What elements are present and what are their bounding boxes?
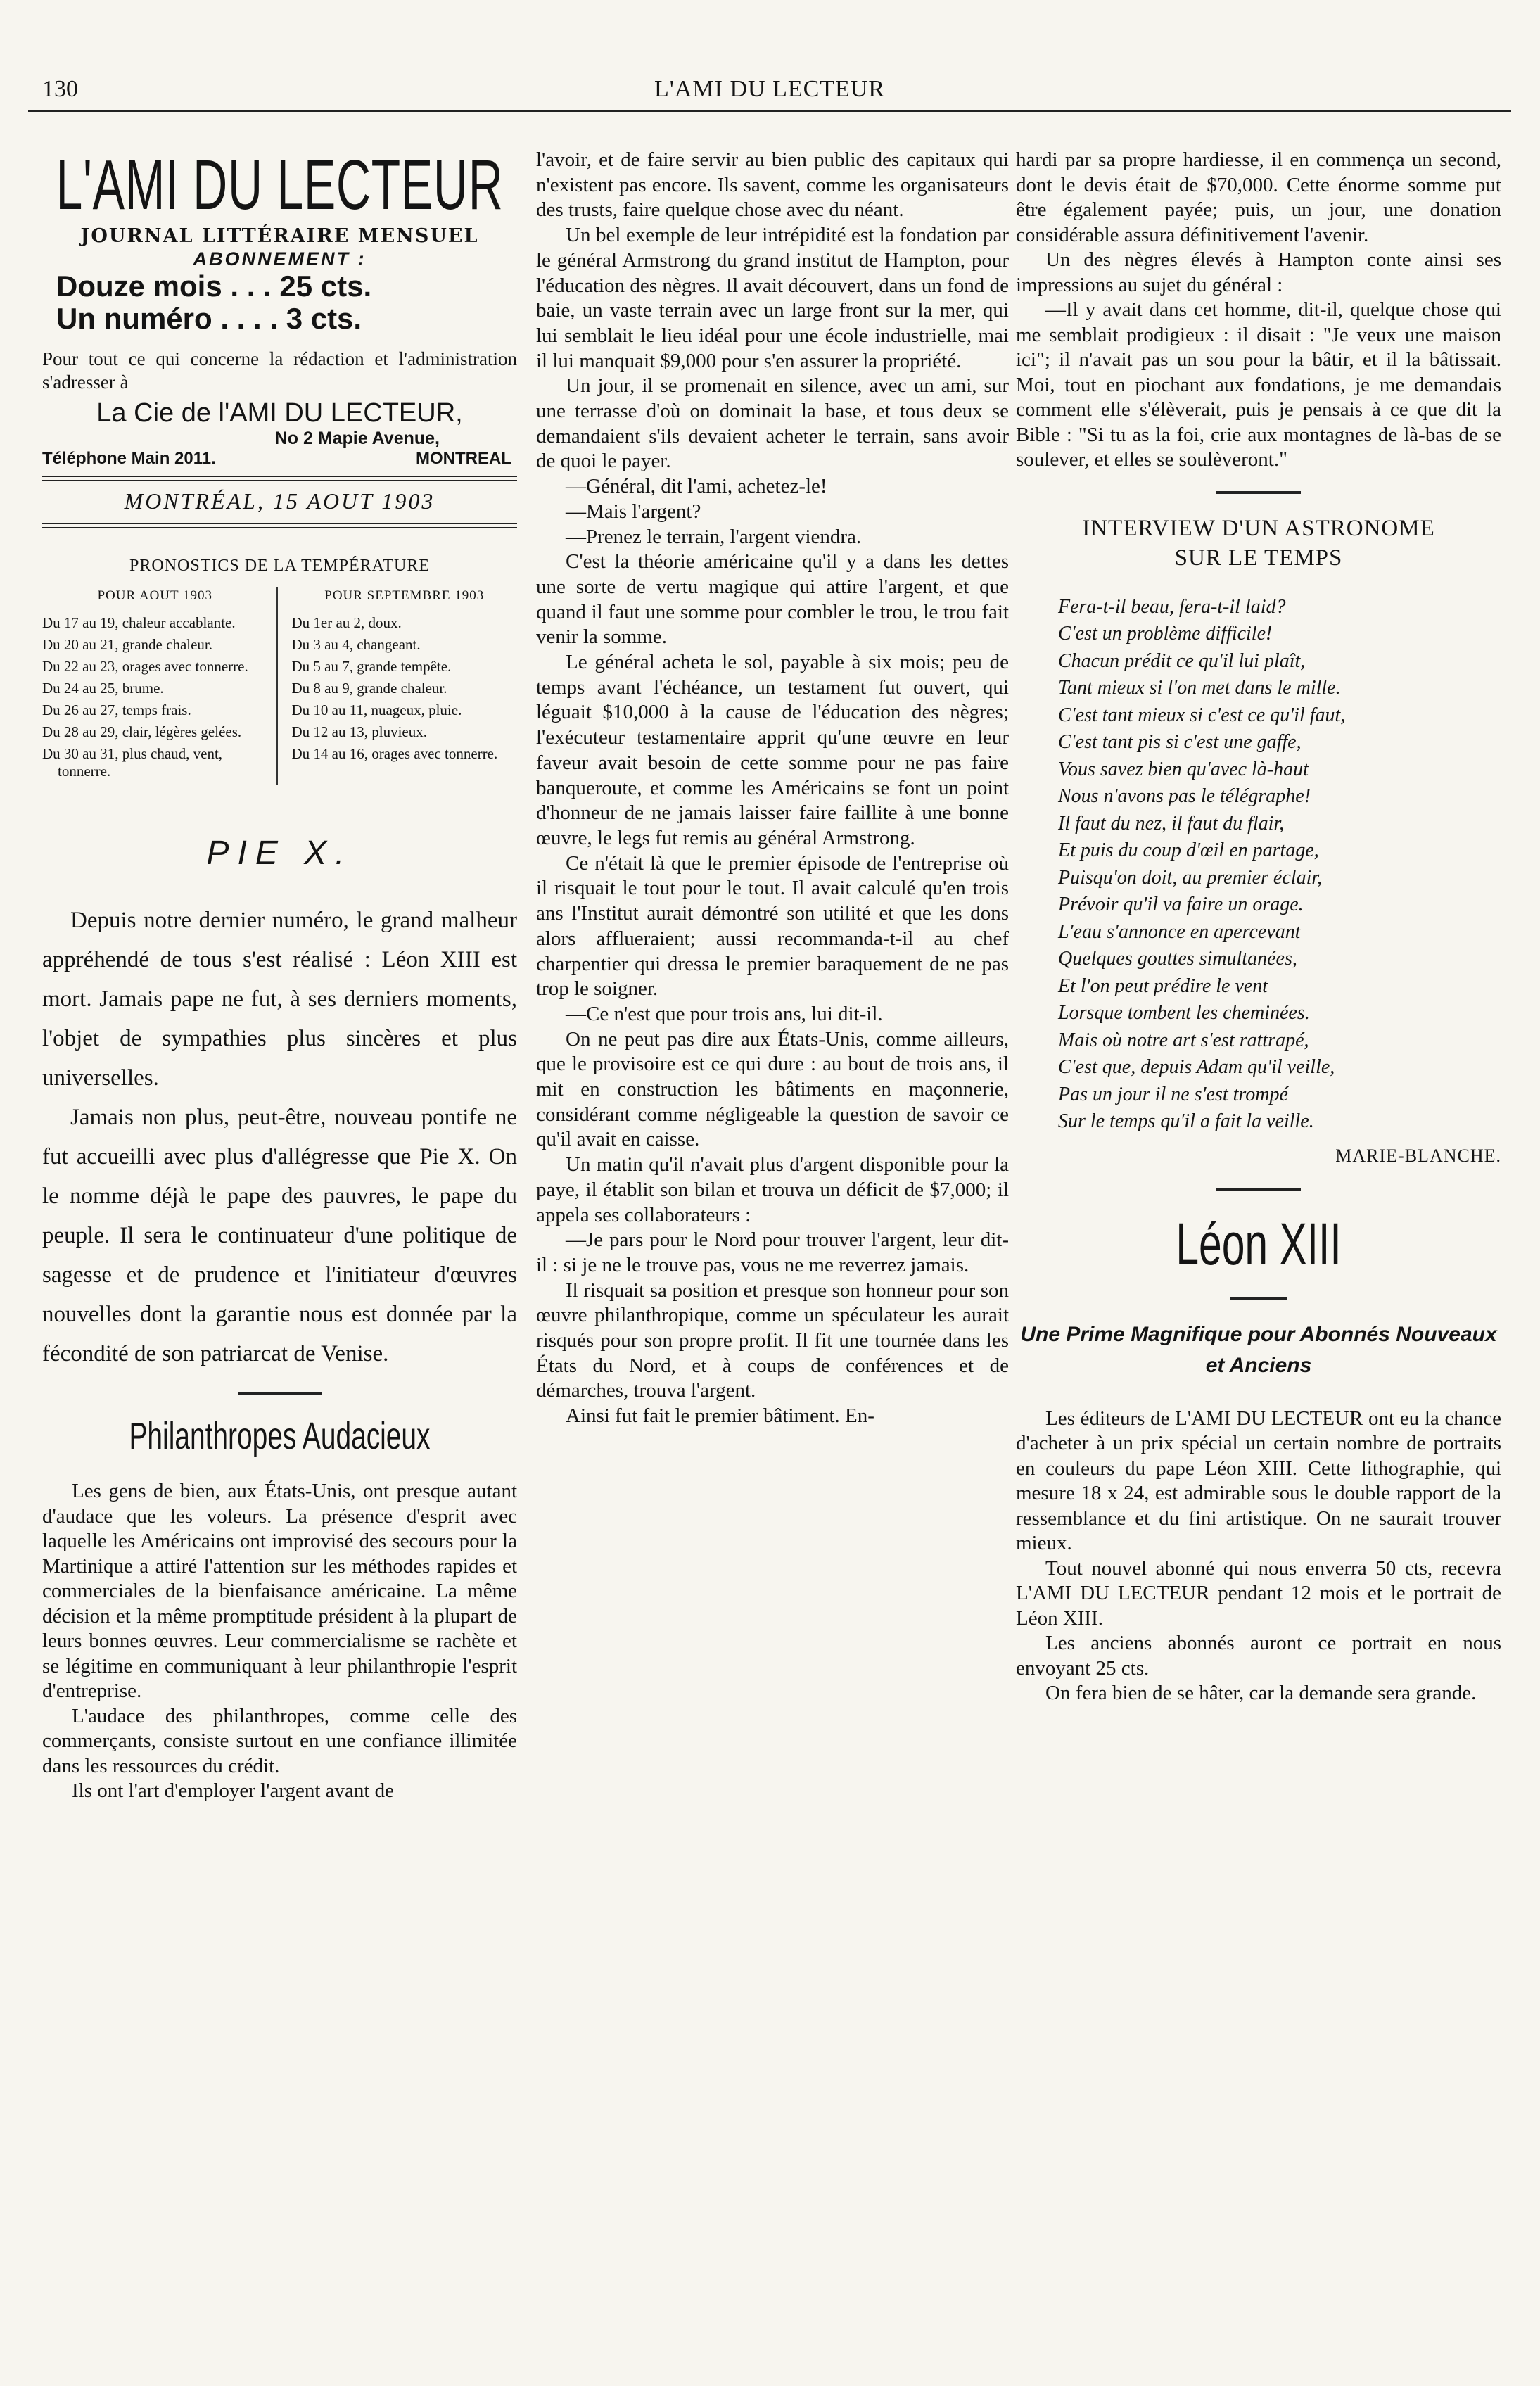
leon-paragraph: Les éditeurs de L'AMI DU LECTEUR ont eu la chance d'acheter à un prix spécial un certain nombre de portraits en couleurs du pape Léon XIII. Cette lithographie, qui mesure 18 x 24, est admirable sous le double rapport de la ressemblance et du fini artistique. On ne saurait trouver mieux. (1016, 1407, 1501, 1554)
article-paragraph: hardi par sa propre hardiesse, il en commença un second, dont le devis était de $70,000. Cette énorme somme put être également payée; puis, un jour, une donation considérable assura définitivement l'avenir. (1016, 148, 1501, 246)
poem-signature: MARIE-BLANCHE. (1335, 1145, 1501, 1166)
article-paragraph: —Ce n'est que pour trois ans, lui dit-il. (566, 1002, 883, 1025)
section-separator (1216, 491, 1301, 494)
dateline-rule (42, 523, 517, 528)
article-paragraph: Ils ont l'art d'employer l'argent avant de (72, 1779, 395, 1802)
forecast-entry: Du 28 au 29, clair, légères gelées. (42, 723, 242, 740)
poem-verse: Fera-t-il beau, fera-t-il laid? (1058, 595, 1286, 618)
poem-verse: Prévoir qu'il va faire un orage. (1058, 894, 1304, 915)
poem-verse: Sur le temps qu'il a fait la veille. (1058, 1110, 1314, 1132)
article-paragraph: Ainsi fut fait le premier bâtiment. En- (566, 1404, 874, 1428)
column-3 (1016, 148, 1501, 1706)
abonnement-label: ABONNEMENT : (193, 248, 367, 269)
poem-verse: C'est tant pis si c'est une gaffe, (1058, 731, 1302, 753)
forecast-entry: Du 8 au 9, grande chaleur. (291, 680, 447, 697)
article-paragraph: On ne peut pas dire aux États-Unis, comme ailleurs, que le provisoire est ce qui dure : au bout de trois ans, il mit en construction les bâtiments en maçonnerie, considérant comme négligeable la question de savoir ce qu'il avait en caisse. (536, 1027, 1009, 1151)
philanthropes-title: Philanthropes Audacieux (129, 1415, 431, 1457)
forecast-entry: Du 10 au 11, nuageux, pluie. (291, 702, 462, 718)
running-title: L'AMI DU LECTEUR (654, 76, 886, 102)
masthead-rule (42, 476, 517, 481)
article-paragraph: —Prenez le terrain, l'argent viendra. (566, 525, 862, 548)
poem-verse: Puisqu'on doit, au premier éclair, (1058, 866, 1323, 889)
forecast-entry: Du 30 au 31, plus chaud, vent, tonnerre. (42, 745, 223, 780)
masthead-title: L'AMI DU LECTEUR (56, 146, 504, 224)
article-paragraph: Ce n'était là que le premier épisode de l'entreprise où il risquait le tout pour le tout. Il avait calculé qu'en trois ans l'Institut aurait démontré son utilité et que les dons alors afflueraient; aussi recommanda-t-il au chef charpentier qui dressa le premier baraquement de ne pas trop le soigner. (536, 851, 1009, 1001)
forecast-september-head: POUR SEPTEMBRE 1903 (324, 588, 485, 603)
poem-verse: Quelques gouttes simultanées, (1058, 948, 1297, 970)
article-paragraph: l'avoir, et de faire servir au bien public des capitaux qui n'existent pas encore. Ils savent, comme les organisateurs des trusts, faire quelque chose avec du néant. (536, 148, 1009, 222)
article-paragraph: C'est la théorie américaine qu'il y a dans les dettes une sorte de vertu magique qui attire l'argent, et que quand il faut une somme pour combler le trou, le trou fait venir la somme. (536, 550, 1009, 649)
poem-verse: Mais où notre art s'est rattrapé, (1058, 1029, 1309, 1051)
poem-verse: Pas un jour il ne s'est trompé (1058, 1083, 1288, 1105)
forecast-entry: Du 26 au 27, temps frais. (42, 702, 191, 718)
dateline: MONTRÉAL, 15 AOUT 1903 (124, 488, 435, 514)
interview-title (1016, 514, 1501, 573)
article-paragraph: L'audace des philanthropes, comme celle des commerçants, consiste surtout en une confiance illimitée dans les ressources du crédit. (42, 1704, 517, 1777)
price-twelve-months: Douze mois . . . 25 cts. (56, 269, 372, 303)
article-paragraph: —Je pars pour le Nord pour trouver l'argent, leur dit-il : si je ne le trouve pas, vous ne me reverrez jamais. (536, 1229, 1009, 1276)
city: MONTREAL (416, 449, 511, 468)
forecast-entry: Du 22 au 23, orages avec tonnerre. (42, 658, 248, 675)
article-paragraph: —Mais l'argent? (566, 500, 701, 523)
forecast-title: PRONOSTICS DE LA TEMPÉRATURE (129, 557, 430, 575)
article-paragraph: Il risquait sa position et presque son honneur pour son œuvre philanthropique, comme un spéculateur les aurait risqués pour son propre profit. Il fit une tournée dans les États du Nord, et à coups de conférences et de démarches, trouva l'argent. (536, 1278, 1009, 1402)
company-name: La Cie de l'AMI DU LECTEUR, (96, 398, 463, 428)
poem-verse: Vous savez bien qu'avec là-haut (1058, 758, 1309, 780)
poem-verse: Et l'on peut prédire le vent (1058, 975, 1268, 997)
forecast-entry: Du 1er au 2, doux. (291, 614, 402, 631)
admin-note: Pour tout ce qui concerne la rédaction et l'administration s'adresser à (42, 348, 517, 393)
telephone-line (42, 449, 517, 469)
forecast-entry: Du 5 au 7, grande tempête. (291, 658, 452, 675)
interview-title-line-2: SUR LE TEMPS (1174, 545, 1343, 571)
section-separator (238, 1392, 322, 1395)
article-paragraph: Un bel exemple de leur intrépidité est la fondation par le général Armstrong du grand institut de Hampton, pour l'éducation des nègres. Il avait découvert, dans un fond de baie, un vaste terrain avec un large front sur la mer, qui lui semblait le lieu idéal pour une école industrielle, mai il lui manquait $9,000 pour s'en assurer la propriété. (536, 224, 1009, 372)
poem-verse: Tant mieux si l'on met dans le mille. (1058, 677, 1341, 699)
poem-verse: C'est un problème difficile! (1058, 623, 1273, 645)
article-paragraph: Les gens de bien, aux États-Unis, ont presque autant d'audace que les voleurs. La présence d'esprit avec laquelle les Américains ont improvisé des secours pour la Martinique a attiré l'attention sur les méthodes rapides et commerciales de la bienfaisance américaine. La même décision et la même promptitude président à la plupart de leurs bonnes œuvres. Leur commercialisme se rachète et se légitime en communiquant à leur philanthropie l'esprit d'entreprise. (42, 1480, 517, 1702)
forecast-entry: Du 17 au 19, chaleur accablante. (42, 614, 236, 631)
poem-verse: Et puis du coup d'œil en partage, (1058, 839, 1319, 861)
forecast-entry: Du 20 au 21, grande chaleur. (42, 636, 213, 653)
article-paragraph: —Général, dit l'ami, achetez-le! (566, 475, 827, 498)
leon-subtitle: Une Prime Magnifique pour Abonnés Nouveaux et Anciens (1020, 1322, 1497, 1377)
page-header (28, 75, 1511, 112)
forecast-entry: Du 14 au 16, orages avec tonnerre. (291, 745, 498, 762)
column-2 (536, 148, 1009, 1429)
poem-verse: L'eau s'annonce en apercevant (1058, 920, 1301, 943)
forecast-entry: Du 12 au 13, pluvieux. (291, 723, 427, 740)
leon-paragraph: On fera bien de se hâter, car la demande sera grande. (1045, 1682, 1477, 1704)
poem-verse: C'est tant mieux si c'est ce qu'il faut, (1058, 704, 1346, 726)
poem-verse: C'est que, depuis Adam qu'il veille, (1058, 1056, 1335, 1078)
piex-paragraph: Depuis notre dernier numéro, le grand malheur appréhendé de tous s'est réalisé : Léon XIII est mort. Jamais pape ne fut, à ses derniers moments, l'objet de sympathies plus sincères et plus universelles. (42, 908, 517, 1091)
price-single-issue: Un numéro . . . . 3 cts. (56, 302, 362, 335)
interview-title-line-1: INTERVIEW D'UN ASTRONOME (1082, 515, 1435, 541)
leon-title: Léon XIII (1176, 1210, 1342, 1277)
section-separator (1216, 1188, 1301, 1191)
leon-paragraph: Les anciens abonnés auront ce portrait en nous envoyant 25 cts. (1016, 1632, 1501, 1680)
column-1 (42, 148, 517, 1804)
page-number: 130 (42, 76, 78, 102)
forecast-entry: Du 3 au 4, changeant. (291, 636, 421, 653)
company-address: No 2 Mapie Avenue, (274, 429, 440, 448)
article-paragraph: Un jour, il se promenait en silence, avec un ami, sur une terrasse d'où on dominait la base, et tous deux se demandaient s'ils devaient acheter le terrain, sans avoir de quoi le payer. (536, 374, 1009, 473)
masthead-subtitle: JOURNAL LITTÉRAIRE MENSUEL (80, 225, 479, 247)
article-paragraph: Un des nègres élevés à Hampton conte ainsi ses impressions au sujet du général : (1016, 248, 1501, 296)
piex-title: PIE X. (206, 835, 353, 872)
piex-paragraph: Jamais non plus, peut-être, nouveau pontife ne fut accueilli avec plus d'allégresse que Pie X. On le nomme déjà le pape des pauvres, le pape du peuple. Il sera le continuateur d'une politique de sagesse et de prudence et l'initiateur d'œuvres nouvelles dont la garantie nous est donnée par la fécondité de son patriarcat de Venise. (42, 1105, 517, 1366)
forecast-september (278, 587, 518, 785)
poem-verse: Lorsque tombent les cheminées. (1058, 1002, 1310, 1024)
poem-verse: Chacun prédit ce qu'il lui plaît, (1058, 649, 1306, 672)
forecast-table (42, 587, 517, 785)
section-separator (1230, 1297, 1287, 1300)
forecast-entry: Du 24 au 25, brume. (42, 680, 164, 697)
telephone: Téléphone Main 2011. (42, 449, 216, 468)
poem-verse: Nous n'avons pas le télégraphe! (1058, 785, 1311, 807)
article-paragraph: Le général acheta le sol, payable à six mois; peu de temps avant l'échéance, un testament fut ouvert, qui léguait $10,000 à la cause de l'éducation des nègres; l'exécuteur testamentaire apprit qu'une œuvre en leur faveur avait besoin de cette somme pour ne pas faire banqueroute, et comme les Américains se font un point d'honneur de ne jamais laisser faire faillite à une bonne œuvre, le legs fut remis au général Armstrong. (536, 651, 1009, 849)
leon-paragraph: Tout nouvel abonné qui nous enverra 50 cts, recevra L'AMI DU LECTEUR pendant 12 mois et le portrait de Léon XIII. (1016, 1556, 1501, 1630)
forecast-august-head: POUR AOUT 1903 (97, 588, 213, 603)
article-paragraph: —Il y avait dans cet homme, dit-il, quelque chose qui me semblait prodigieux : il disait : "Je veux une maison ici"; il n'avait pas un sou pour la bâtir, et il la bâtissait. Moi, tout en piochant aux fondations, je me demandais comment elle s'élèverait, puis je pensais à ce que dit la Bible : "Si tu as la foi, crie aux montagnes de là-bas de se soulever, et elles se soulèveront." (1016, 298, 1501, 471)
article-paragraph: Un matin qu'il n'avait plus d'argent disponible pour la paye, il établit son bilan et trouva un déficit de $7,000; il appela ses collaborateurs : (536, 1153, 1009, 1226)
forecast-august (42, 587, 278, 785)
poem-verse: Il faut du nez, il faut du flair, (1058, 812, 1285, 835)
poem (1016, 594, 1501, 1136)
